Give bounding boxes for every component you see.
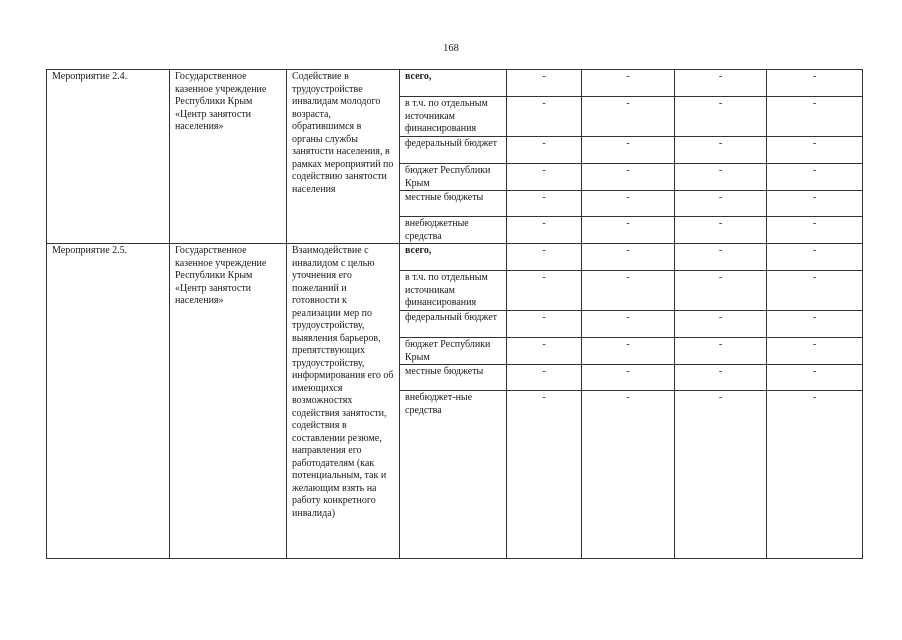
- executor-cell: Государственное казенное учреждение Республики Крым «Центр занятости населения»: [170, 70, 287, 244]
- value-cell: -: [582, 365, 675, 391]
- value-cell: -: [767, 70, 863, 97]
- value-cell: -: [675, 391, 767, 559]
- source-cell: всего,: [400, 244, 507, 271]
- value-cell: -: [507, 391, 582, 559]
- source-cell: федеральный бюджет: [400, 137, 507, 164]
- value-cell: -: [675, 311, 767, 338]
- value-cell: -: [675, 164, 767, 191]
- source-cell: местные бюджеты: [400, 365, 507, 391]
- value-cell: -: [507, 191, 582, 217]
- value-cell: -: [582, 338, 675, 365]
- source-cell: в т.ч. по отдельным источникам финансирования: [400, 271, 507, 311]
- value-cell: -: [767, 338, 863, 365]
- value-cell: -: [582, 97, 675, 137]
- table-row: [47, 244, 863, 271]
- value-cell: -: [767, 191, 863, 217]
- source-cell: местные бюджеты: [400, 191, 507, 217]
- value-cell: -: [675, 217, 767, 244]
- value-cell: -: [767, 365, 863, 391]
- measure-cell: Мероприятие 2.5.: [47, 244, 170, 559]
- value-cell: -: [767, 164, 863, 191]
- source-cell: бюджет Республики Крым: [400, 164, 507, 191]
- page-number: 168: [443, 43, 459, 54]
- value-cell: -: [767, 311, 863, 338]
- financing-table: [46, 69, 863, 559]
- value-cell: -: [507, 271, 582, 311]
- source-cell: бюджет Республики Крым: [400, 338, 507, 365]
- value-cell: -: [507, 217, 582, 244]
- value-cell: -: [675, 97, 767, 137]
- source-cell: всего,: [400, 70, 507, 97]
- value-cell: -: [507, 311, 582, 338]
- value-cell: -: [767, 391, 863, 559]
- value-cell: -: [582, 244, 675, 271]
- table-row: [47, 70, 863, 97]
- value-cell: -: [675, 191, 767, 217]
- value-cell: -: [767, 97, 863, 137]
- value-cell: -: [767, 244, 863, 271]
- value-cell: -: [507, 70, 582, 97]
- value-cell: -: [582, 137, 675, 164]
- value-cell: -: [582, 391, 675, 559]
- source-cell: внебюджет-ные средства: [400, 391, 507, 559]
- value-cell: -: [507, 164, 582, 191]
- measure-cell: Мероприятие 2.4.: [47, 70, 170, 244]
- value-cell: -: [507, 338, 582, 365]
- value-cell: -: [582, 164, 675, 191]
- value-cell: -: [507, 365, 582, 391]
- value-cell: -: [767, 271, 863, 311]
- source-cell: внебюджетные средства: [400, 217, 507, 244]
- value-cell: -: [582, 217, 675, 244]
- value-cell: -: [507, 97, 582, 137]
- value-cell: -: [675, 244, 767, 271]
- value-cell: -: [675, 338, 767, 365]
- description-cell: Взаимодействие с инвалидом с целью уточнения его пожеланий и готовности к реализации мер по трудоустройству, выявления барьеров, препятствующих трудоустройству, информирования его об имеющихся возможностях содействия занятости, содействия в составлении резюме, направления его работодателям (как потенциальным, так и желающим взять на работу конкретного инвалида): [287, 244, 400, 559]
- value-cell: -: [507, 244, 582, 271]
- description-cell: Содействие в трудоустройстве инвалидам молодого возраста, обратившимся в органы службы занятости населения, в рамках мероприятий по содействию занятости населения: [287, 70, 400, 244]
- value-cell: -: [675, 137, 767, 164]
- value-cell: -: [507, 137, 582, 164]
- value-cell: -: [582, 311, 675, 338]
- value-cell: -: [582, 191, 675, 217]
- value-cell: -: [675, 271, 767, 311]
- executor-cell: Государственное казенное учреждение Республики Крым «Центр занятости населения»: [170, 244, 287, 559]
- value-cell: -: [767, 137, 863, 164]
- value-cell: -: [675, 70, 767, 97]
- value-cell: -: [767, 217, 863, 244]
- source-cell: в т.ч. по отдельным источникам финансирования: [400, 97, 507, 137]
- value-cell: -: [582, 70, 675, 97]
- value-cell: -: [675, 365, 767, 391]
- source-cell: федеральный бюджет: [400, 311, 507, 338]
- value-cell: -: [582, 271, 675, 311]
